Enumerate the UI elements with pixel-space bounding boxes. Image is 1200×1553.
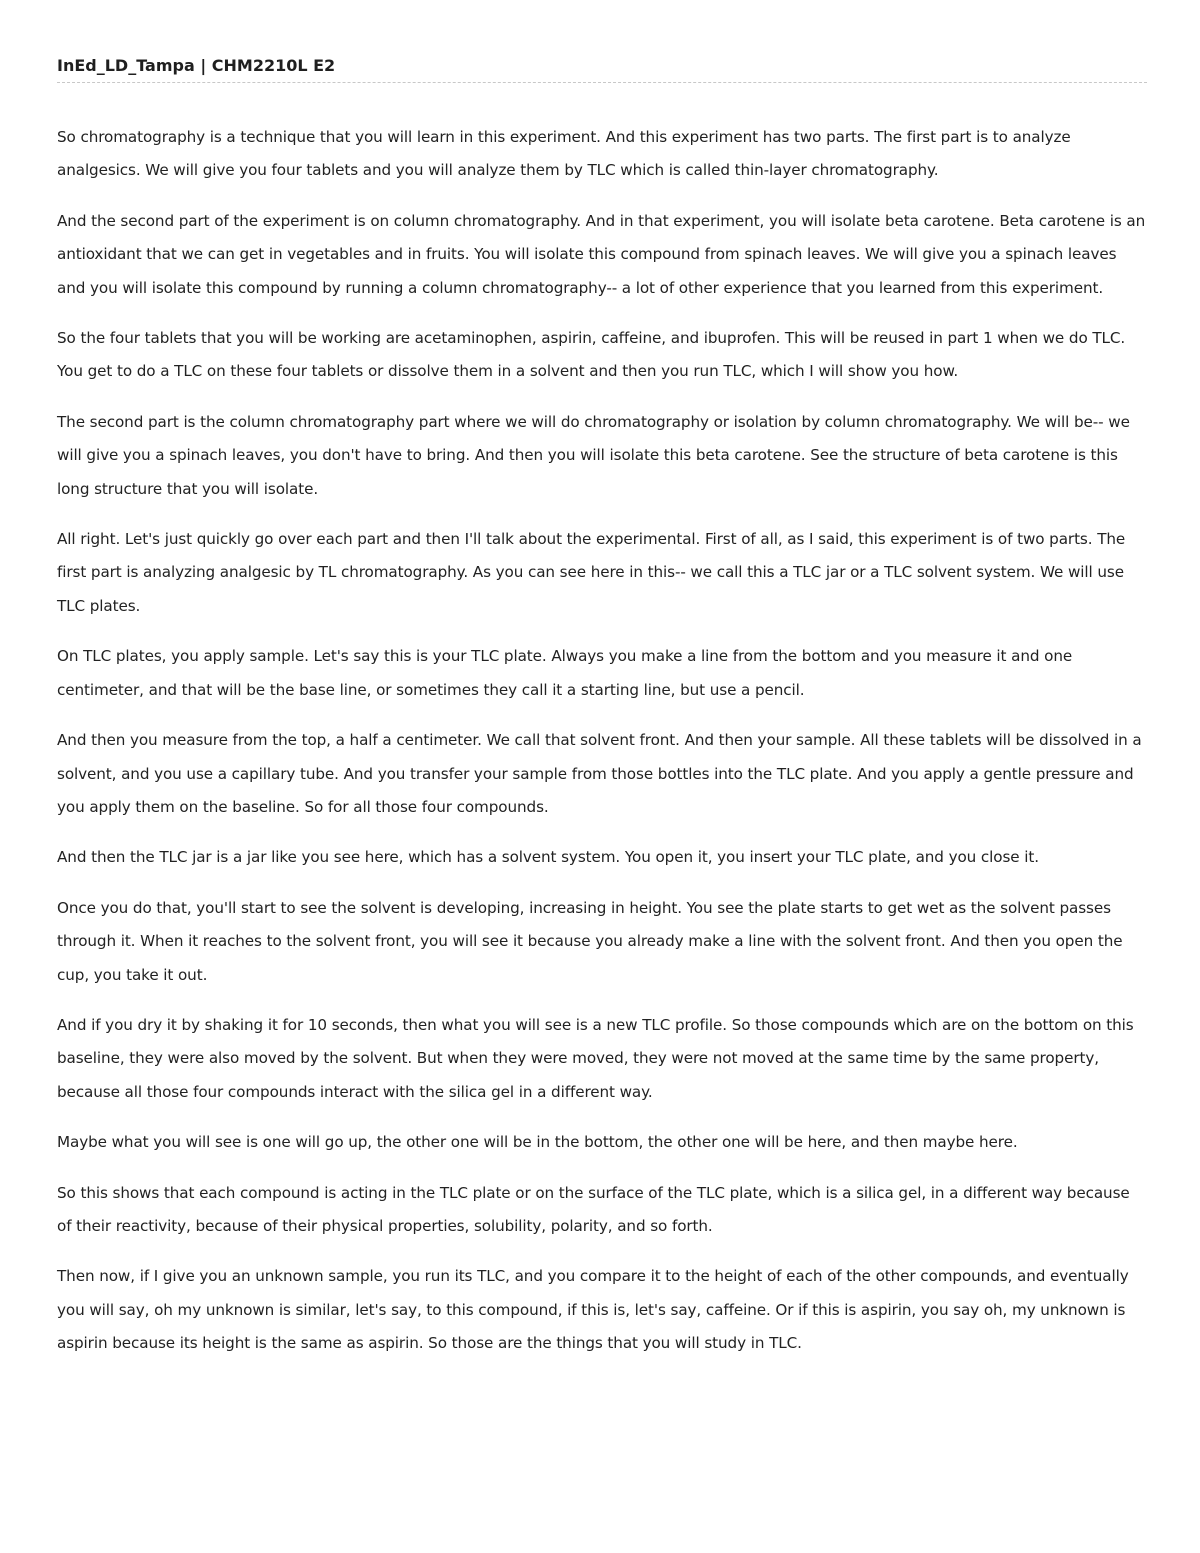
transcript-paragraph: All right. Let's just quickly go over each part and then I'll talk about the experimental. First of all, as I said, this experiment is of two parts. The first part is analyzing analgesic by TL chromatography. As you can see here in this-- we call this a TLC jar or a TLC solvent system. We will use TLC plates.	[57, 530, 1126, 615]
transcript-paragraph: And if you dry it by shaking it for 10 seconds, then what you will see is a new TLC profile. So those compounds which are on the bottom on this baseline, they were also moved by the solvent. But when they were moved, they were not moved at the same time by the same property, because all those four compounds interact with the silica gel in a different way.	[57, 1015, 1134, 1101]
transcript-body	[57, 121, 1147, 1361]
header-divider	[57, 82, 1147, 83]
transcript-paragraph: And the second part of the experiment is on column chromatography. And in that experiment, you will isolate beta carotene. Beta carotene is an antioxidant that we can get in vegetables and in fruits. You will isolate this compound from spinach leaves. We will give you a spinach leaves and you will isolate this compound by running a column chromatography-- a lot of other experience that you learned from this experiment.	[57, 211, 1146, 297]
transcript-paragraph: So chromatography is a technique that you will learn in this experiment. And this experiment has two parts. The first part is to analyze analgesics. We will give you four tablets and you will analyze them by TLC which is called thin-layer chromatography.	[57, 128, 1071, 180]
transcript-paragraph: So the four tablets that you will be working are acetaminophen, aspirin, caffeine, and ibuprofen. This will be reused in part 1 when we do TLC. You get to do a TLC on these four tablets or dissolve them in a solvent and then you run TLC, which I will show you how.	[57, 329, 1126, 381]
transcript-paragraph: So this shows that each compound is acting in the TLC plate or on the surface of the TLC plate, which is a silica gel, in a different way because of their reactivity, because of their physical properties, solubility, polarity, and so forth.	[57, 1183, 1130, 1235]
document-header	[57, 0, 1147, 78]
transcript-paragraph: The second part is the column chromatography part where we will do chromatography or isolation by column chromatography. We will be-- we will give you a spinach leaves, you don't have to bring. And then you will isolate this beta carotene. See the structure of beta carotene is this long structure that you will isolate.	[57, 412, 1130, 498]
transcript-paragraph: Once you do that, you'll start to see the solvent is developing, increasing in height. You see the plate starts to get wet as the solvent passes through it. When it reaches to the solvent front, you will see it because you already make a line with the solvent front. And then you open the cup, you take it out.	[57, 898, 1123, 984]
transcript-paragraph: On TLC plates, you apply sample. Let's say this is your TLC plate. Always you make a line from the bottom and you measure it and one centimeter, and that will be the base line, or sometimes they call it a starting line, but use a pencil.	[57, 647, 1073, 699]
transcript-paragraph: And then you measure from the top, a half a centimeter. We call that solvent front. And then your sample. All these tablets will be dissolved in a solvent, and you use a capillary tube. And you transfer your sample from those bottles into the TLC plate. And you apply a gentle pressure and you apply them on the baseline. So for all those four compounds.	[57, 731, 1142, 816]
document-title: InEd_LD_Tampa | CHM2210L E2	[57, 56, 336, 75]
transcript-paragraph: Maybe what you will see is one will go up, the other one will be in the bottom, the other one will be here, and then maybe here.	[57, 1133, 1018, 1152]
transcript-paragraph: And then the TLC jar is a jar like you see here, which has a solvent system. You open it, you insert your TLC plate, and you close it.	[57, 848, 1039, 867]
transcript-paragraph: Then now, if I give you an unknown sample, you run its TLC, and you compare it to the height of each of the other compounds, and eventually you will say, oh my unknown is similar, let's say, to this compound, if this is, let's say, caffeine. Or if this is aspirin, you say oh, my unknown is aspirin because its height is the same as aspirin. So those are the things that you will study in TLC.	[57, 1267, 1129, 1353]
document-page	[57, 0, 1147, 1378]
